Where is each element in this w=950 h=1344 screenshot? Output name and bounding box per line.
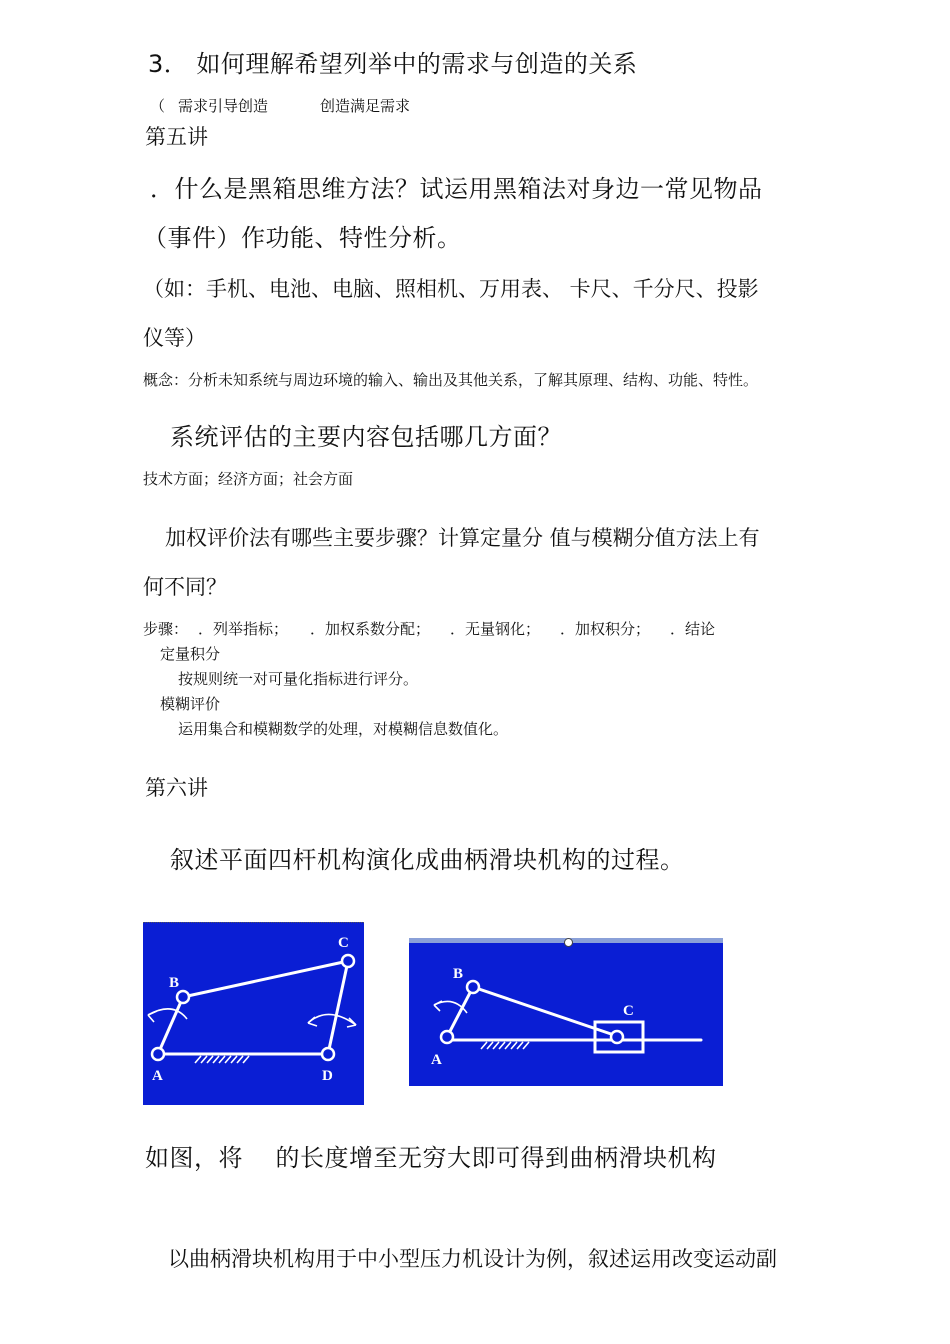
label-b: B [453, 966, 464, 982]
label-d: D [322, 1068, 333, 1084]
black-box-example-line1: （如：手机、电池、电脑、照相机、万用表、 卡尺、千分尺、投影 [143, 277, 759, 301]
joint-a [152, 1048, 164, 1060]
step-item: ．加权系数分配； [310, 620, 431, 638]
figure-caption: 如图，将 的长度增至无穷大即可得到曲柄滑块机构 [145, 1144, 717, 1172]
system-evaluation-question: 系统评估的主要内容包括哪几方面？ [170, 423, 562, 451]
question-3-answer-a: 需求引导创造 [178, 97, 269, 115]
joint-d [322, 1048, 334, 1060]
step-item: ．无量钢化； [450, 620, 541, 638]
label-b: B [169, 975, 180, 991]
ground-hatching [481, 1042, 529, 1049]
system-evaluation-answer: 技术方面；经济方面；社会方面 [143, 470, 354, 488]
fuzzy-evaluation-text: 运用集合和模糊数学的处理，对模糊信息数值化。 [178, 720, 509, 738]
rotation-arrow-d [308, 1014, 356, 1025]
step-item: ．结论 [670, 620, 716, 638]
joint-b [177, 991, 189, 1003]
link-cd [328, 961, 348, 1054]
label-c: C [623, 1003, 634, 1019]
link-ab [158, 997, 183, 1054]
quantitative-score-title: 定量积分 [160, 645, 221, 663]
label-c: C [338, 935, 349, 951]
black-box-question-line2: （事件）作功能、特性分析。 [143, 224, 462, 252]
mechanism-question: 叙述平面四杆机构演化成曲柄滑块机构的过程。 [170, 846, 685, 874]
step-item: ．列举指标； [198, 620, 289, 638]
weighted-evaluation-question-line2: 何不同？ [143, 575, 227, 599]
figure-handle [564, 938, 573, 947]
weighted-evaluation-question-line1: 加权评价法有哪些主要步骤？计算定量分 值与模糊分值方法上有 [165, 526, 760, 550]
black-box-question-line1: ．什么是黑箱思维方法？试运用黑箱法对身边一常见物品 [150, 175, 763, 203]
link-bc [183, 961, 348, 997]
fuzzy-evaluation-title: 模糊评价 [160, 695, 221, 713]
link-bc [473, 987, 614, 1035]
ground-hatching [195, 1056, 249, 1063]
lecture-5-heading: 第五讲 [145, 125, 208, 149]
question-3-title: 3． 如何理解希望列举中的需求与创造的关系 [148, 50, 638, 78]
steps-label: 步骤： [143, 620, 189, 638]
label-a: A [152, 1068, 163, 1084]
black-box-concept: 概念：分析未知系统与周边环境的输入、输出及其他关系，了解其原理、结构、功能、特性。 [143, 371, 759, 389]
black-box-example-line2: 仪等） [143, 326, 206, 350]
link-ab [447, 987, 473, 1037]
question-3-answer-open: （ [150, 97, 166, 115]
question-3-answer-b: 创造满足需求 [320, 97, 411, 115]
label-a: A [431, 1052, 442, 1068]
joint-c [611, 1031, 623, 1043]
lecture-6-heading: 第六讲 [145, 776, 208, 800]
quantitative-score-text: 按规则统一对可量化指标进行评分。 [178, 670, 419, 688]
rotation-arrow-a [148, 1009, 187, 1019]
joint-a [441, 1031, 453, 1043]
slider-crank-figure [409, 938, 723, 1086]
step-item: ．加权积分； [560, 620, 651, 638]
joint-b [467, 981, 479, 993]
press-design-question: 以曲柄滑块机构用于中小型压力机设计为例，叙述运用改变运动副 [168, 1247, 777, 1271]
joint-c [342, 955, 354, 967]
four-bar-linkage-figure [143, 922, 364, 1105]
